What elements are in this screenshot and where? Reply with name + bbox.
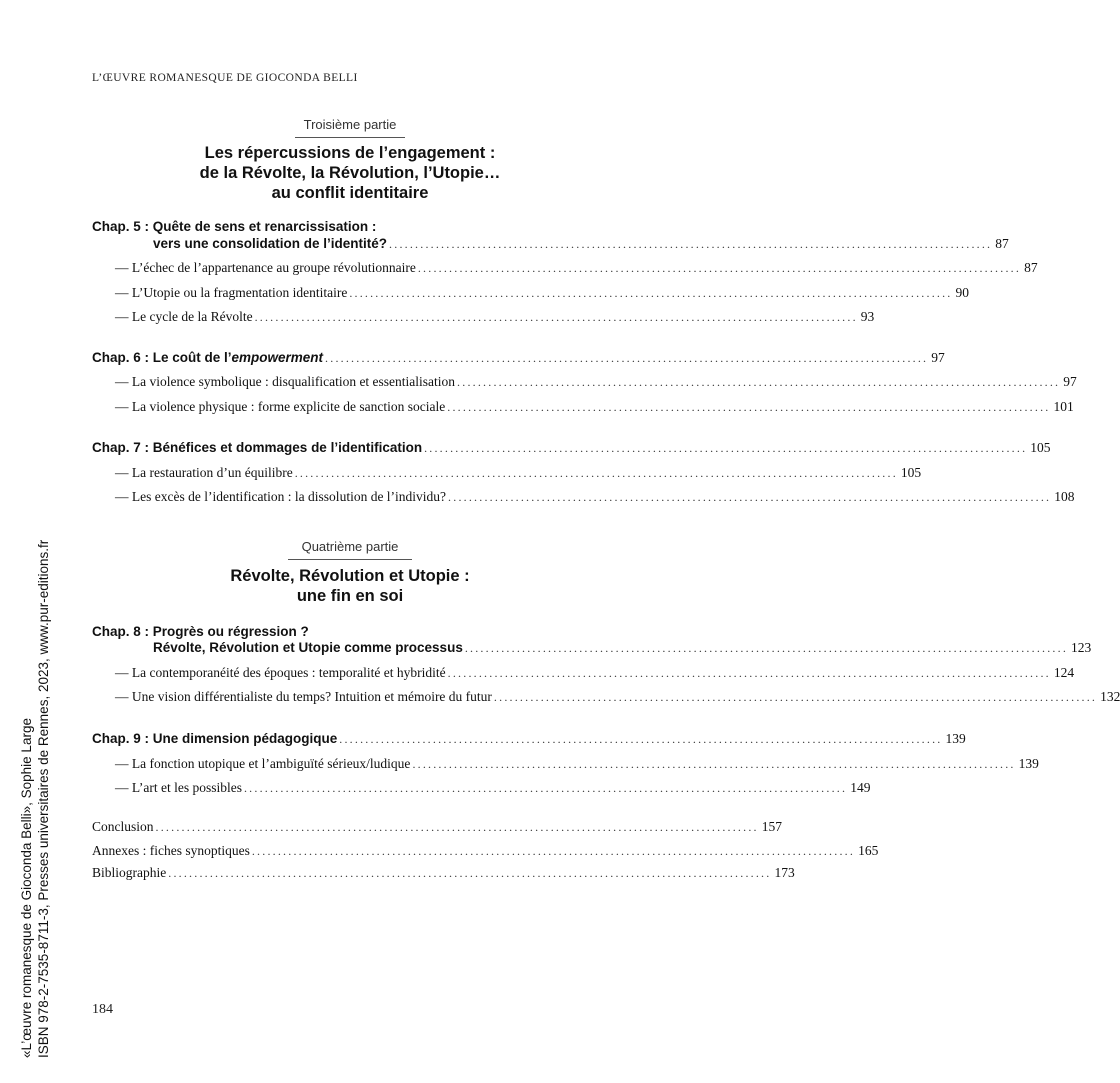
toc-label: — La contemporanéité des époques : temporalité et hybridité — [115, 665, 446, 680]
chap5-title-line1[interactable]: Chap. 5 : Quête de sens et renarcissisation : — [92, 219, 377, 234]
part4-divider — [288, 559, 412, 560]
page-number: 105 — [900, 465, 922, 480]
toc-entry-chap6[interactable] — [92, 350, 945, 370]
dot-leader: .................................................................................................................... — [448, 490, 1052, 504]
page-number: 87 — [1024, 260, 1038, 275]
toc-label: — Une vision différentialiste du temps? Intuition et mémoire du futur — [115, 689, 492, 704]
page-number: 87 — [995, 236, 1009, 251]
page-number: 139 — [945, 731, 966, 746]
toc-entry-section[interactable] — [115, 489, 1075, 509]
page-number: 149 — [850, 780, 871, 795]
toc-label: — L’art et les possibles — [115, 780, 242, 795]
toc-entry-section[interactable] — [115, 309, 875, 329]
toc-entry-section[interactable] — [115, 465, 922, 485]
part4-title — [0, 566, 700, 606]
dot-leader: .................................................................................................................... — [457, 375, 1061, 389]
side-credit-line: «L’œuvre romanesque de Gioconda Belli», Sophie Large — [19, 718, 34, 1058]
toc-entry-section[interactable] — [115, 780, 871, 800]
toc-entry-section[interactable] — [115, 399, 1074, 419]
dot-leader: .................................................................................................................... — [464, 641, 1069, 655]
dot-leader: .................................................................................................................... — [168, 866, 772, 880]
toc-label: — La fonction utopique et l’ambiguïté sérieux/ludique — [115, 756, 411, 771]
dot-leader: .................................................................................................................... — [417, 261, 1022, 275]
dot-leader: .................................................................................................................... — [493, 690, 1098, 704]
toc-label: Conclusion — [92, 819, 154, 834]
dot-leader: .................................................................................................................... — [339, 732, 943, 746]
toc-label: — L’Utopie ou la fragmentation identitaire — [115, 285, 348, 300]
page-number: 139 — [1018, 756, 1039, 771]
dot-leader: .................................................................................................................... — [243, 781, 848, 795]
page-number: 157 — [761, 819, 782, 834]
dot-leader: .................................................................................................................... — [325, 351, 929, 365]
page-number: 101 — [1053, 399, 1074, 414]
dot-leader: .................................................................................................................... — [155, 820, 759, 834]
toc-entry-section[interactable] — [115, 665, 1075, 685]
toc-entry-section[interactable] — [115, 285, 970, 305]
toc-label: Révolte, Révolution et Utopie comme processus — [153, 640, 463, 655]
toc-label: Chap. 7 : Bénéfices et dommages de l’identification — [92, 440, 423, 455]
page-number: 173 — [774, 865, 795, 880]
toc-entry-section[interactable] — [115, 374, 1077, 394]
page-number: 93 — [860, 309, 875, 324]
page-number: 90 — [955, 285, 970, 300]
page-number: 97 — [931, 350, 945, 365]
toc-label: Annexes : fiches synoptiques — [92, 843, 250, 858]
toc-label: vers une consolidation de l’identité? — [153, 236, 388, 251]
toc-label: — La restauration d’un équilibre — [115, 465, 293, 480]
page-number: 105 — [1030, 440, 1051, 455]
dot-leader: .................................................................................................................... — [254, 310, 858, 324]
chap6-prefix: Chap. 6 : Le coût de l’ — [92, 350, 232, 365]
side-credit-line: ISBN 978-2-7535-8711-3, Presses universitaires de Rennes, 2023, www.pur-editions.fr — [36, 539, 51, 1058]
toc-label: — Les excès de l’identification : la dissolution de l’individu? — [115, 489, 447, 504]
toc-label: — Le cycle de la Révolte — [115, 309, 253, 324]
page-number: 132 — [1100, 689, 1120, 704]
part3-divider — [295, 137, 405, 138]
toc-label: — La violence symbolique : disqualification et essentialisation — [115, 374, 456, 389]
dot-leader: .................................................................................................................... — [349, 286, 953, 300]
part3-title-line: Les répercussions de l’engagement : — [204, 144, 496, 162]
toc-label: — L’échec de l’appartenance au groupe révolutionnaire — [115, 260, 416, 275]
toc-label — [92, 350, 323, 365]
part4-title-line: Révolte, Révolution et Utopie : — [230, 567, 470, 585]
toc-label: Bibliographie — [92, 865, 167, 880]
toc-entry-chap8[interactable] — [153, 640, 1092, 660]
toc-label: Chap. 9 : Une dimension pédagogique — [92, 731, 338, 746]
part3-label: Troisième partie — [303, 117, 397, 132]
dot-leader: .................................................................................................................... — [294, 466, 898, 480]
dot-leader: .................................................................................................................... — [389, 237, 993, 251]
part3-title-line: au conflit identitaire — [271, 184, 429, 202]
page-number: 123 — [1071, 640, 1092, 655]
page-number: 165 — [858, 843, 879, 858]
toc-entry-annexes[interactable] — [92, 843, 879, 863]
toc-entry-conclusion[interactable] — [92, 819, 782, 839]
page-number: 108 — [1054, 489, 1075, 504]
part4-label: Quatrième partie — [301, 539, 399, 554]
chap6-emphasis: empowerment — [231, 350, 324, 365]
chap8-title-line1[interactable]: Chap. 8 : Progrès ou régression ? — [92, 624, 309, 639]
dot-leader: .................................................................................................................... — [424, 441, 1028, 455]
toc-label: — La violence physique : forme explicite de sanction sociale — [115, 399, 446, 414]
running-head: L’ŒUVRE ROMANESQUE DE GIOCONDA BELLI — [92, 72, 358, 84]
dot-leader: .................................................................................................................... — [251, 844, 856, 858]
page-number: 97 — [1063, 374, 1077, 389]
toc-entry-section[interactable] — [115, 756, 1039, 776]
side-credit — [18, 540, 52, 1058]
page-folio: 184 — [92, 1002, 113, 1017]
toc-entry-chap5[interactable] — [153, 236, 1009, 256]
part3-title — [0, 143, 700, 203]
part4-title-line: une fin en soi — [296, 587, 404, 605]
toc-entry-chap9[interactable] — [92, 731, 966, 751]
part3-title-line: de la Révolte, la Révolution, l’Utopie… — [199, 164, 501, 182]
toc-entry-bibliography[interactable] — [92, 865, 795, 885]
toc-entry-section[interactable] — [115, 689, 1120, 709]
toc-entry-section[interactable] — [115, 260, 1038, 280]
dot-leader: .................................................................................................................... — [447, 400, 1051, 414]
toc-entry-chap7[interactable] — [92, 440, 1051, 460]
page-number: 124 — [1053, 665, 1075, 680]
dot-leader: .................................................................................................................... — [412, 757, 1016, 771]
dot-leader: .................................................................................................................... — [447, 666, 1051, 680]
